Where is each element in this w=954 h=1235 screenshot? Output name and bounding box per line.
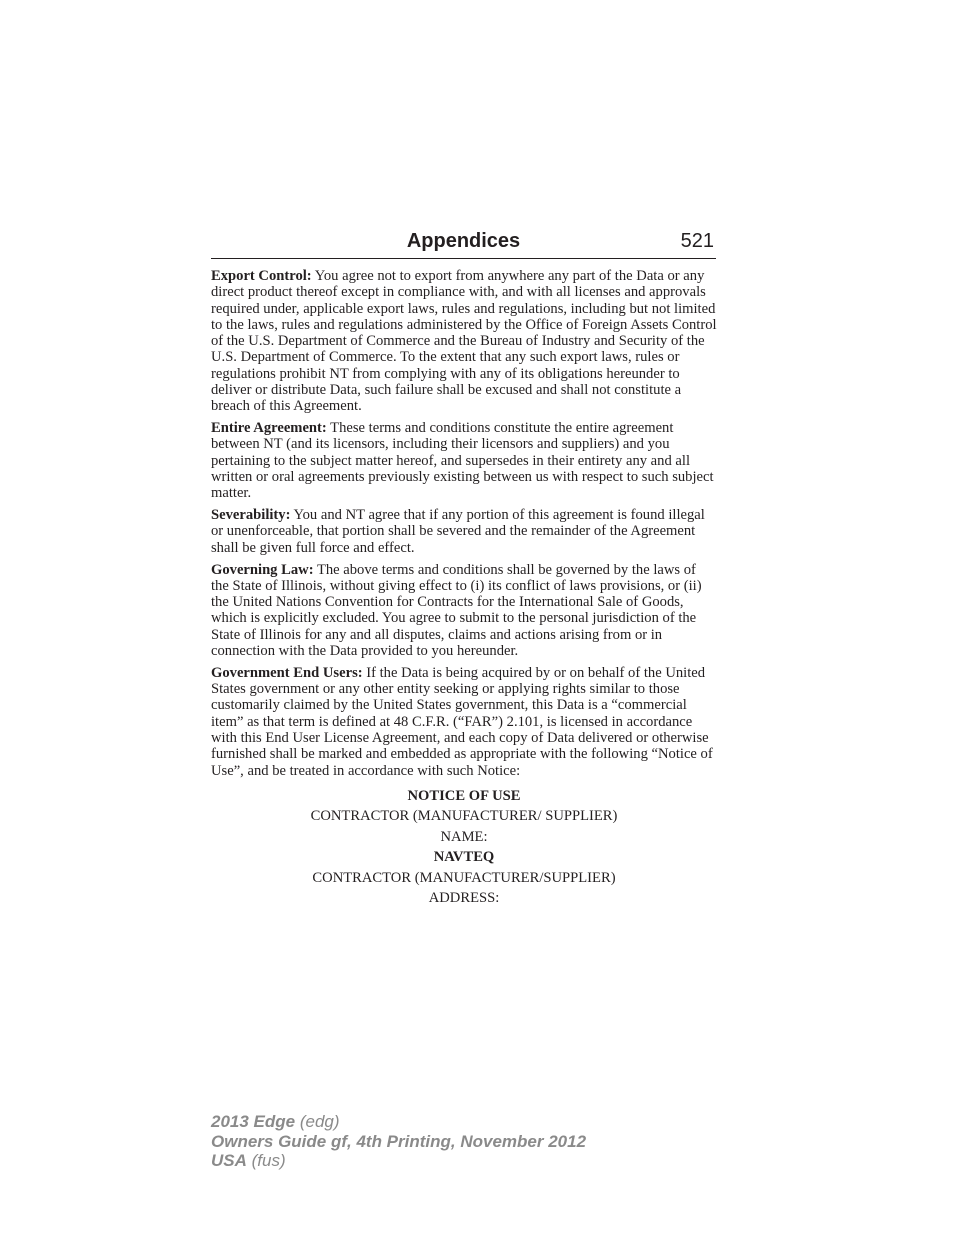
section-title: Appendices bbox=[406, 230, 521, 252]
term-government-end-users: Government End Users: bbox=[211, 664, 363, 681]
text-entire-agreement: These terms and conditions constitute the entire agreement between NT (and its licensors, including their licensors and suppliers) and you pertaining to the subject matter hereof, and supersedes in their entirety any and all written or oral agreements previously existing between us with respect to such subject matter. bbox=[211, 420, 714, 502]
footer-model-code: (edg) bbox=[295, 1112, 340, 1131]
notice-line-name: NAME: bbox=[440, 828, 488, 845]
page-header bbox=[211, 228, 716, 259]
term-entire-agreement: Entire Agreement: bbox=[211, 420, 327, 437]
term-severability: Severability: bbox=[211, 507, 291, 524]
footer-model: 2013 Edge bbox=[211, 1112, 296, 1131]
notice-line-contractor-name-label: CONTRACTOR (MANUFACTURER/ SUPPLIER) bbox=[310, 808, 618, 825]
notice-contractor-name: NAVTEQ bbox=[433, 849, 495, 866]
footer-guide: Owners Guide gf, 4th Printing, November 2012 bbox=[211, 1131, 587, 1151]
notice-heading: NOTICE OF USE bbox=[407, 787, 521, 804]
page-body bbox=[211, 268, 717, 908]
term-governing-law: Governing Law: bbox=[211, 561, 314, 578]
notice-line-address: ADDRESS: bbox=[428, 889, 500, 906]
paragraph-government-end-users bbox=[211, 665, 717, 779]
paragraph-entire-agreement bbox=[211, 420, 717, 501]
term-export-control: Export Control: bbox=[211, 268, 312, 284]
page-number: 521 bbox=[680, 230, 714, 252]
text-government-end-users: If the Data is being acquired by or on behalf of the United States government or any other entity seeking or applying rights similar to those customarily claimed by the United States government, this Data is a “commercial item” as that term is defined at 48 C.F.R. (“FAR”) 2.101, is licensed in accordance with this End User License Agreement, and each copy of Data delivered or otherwise furnished shall be marked and embedded as appropriate with the following “Notice of Use”, and be treated in accordance with such Notice: bbox=[211, 664, 713, 779]
text-governing-law: The above terms and conditions shall be governed by the laws of the State of Illinois, without giving effect to (i) its conflict of laws provisions, or (ii) the United Nations Convention for Contracts for the International Sale of Goods, which is explicitly excluded. You agree to submit to the personal jurisdiction of the State of Illinois for any and all disputes, claims and actions arising from or in connection with the Data provided to you hereunder. bbox=[211, 561, 702, 660]
text-export-control: You agree not to export from anywhere any part of the Data or any direct product thereof except in compliance with, and with all licenses and approvals required under, applicable export laws, rules and regulations, including but not limited to the laws, rules and regulations administered by the Office of Foreign Assets Control of the U.S. Department of Commerce and the Bureau of Industry and Security of the U.S. Department of Commerce. To the extent that any such export laws, rules or regulations prohibit NT from complying with any of its obligations hereunder to deliver or distribute Data, such failure shall be excused and shall not constitute a breach of this Agreement. bbox=[211, 268, 717, 415]
paragraph-severability bbox=[211, 507, 717, 556]
footer-region-code: (fus) bbox=[246, 1151, 286, 1170]
page-footer bbox=[211, 1112, 586, 1171]
text-severability: You and NT agree that if any portion of this agreement is found illegal or unenforceable, that portion shall be severed and the remainder of the Agreement shall be given full force and effect. bbox=[211, 507, 705, 556]
paragraph-governing-law bbox=[211, 562, 717, 660]
footer-region: USA bbox=[211, 1151, 247, 1170]
notice-of-use-block bbox=[211, 786, 717, 908]
notice-line-contractor-address-label: CONTRACTOR (MANUFACTURER/SUPPLIER) bbox=[312, 869, 616, 886]
paragraph-export-control bbox=[211, 268, 717, 415]
footer-line-region bbox=[211, 1151, 586, 1171]
footer-line-model bbox=[211, 1112, 586, 1132]
